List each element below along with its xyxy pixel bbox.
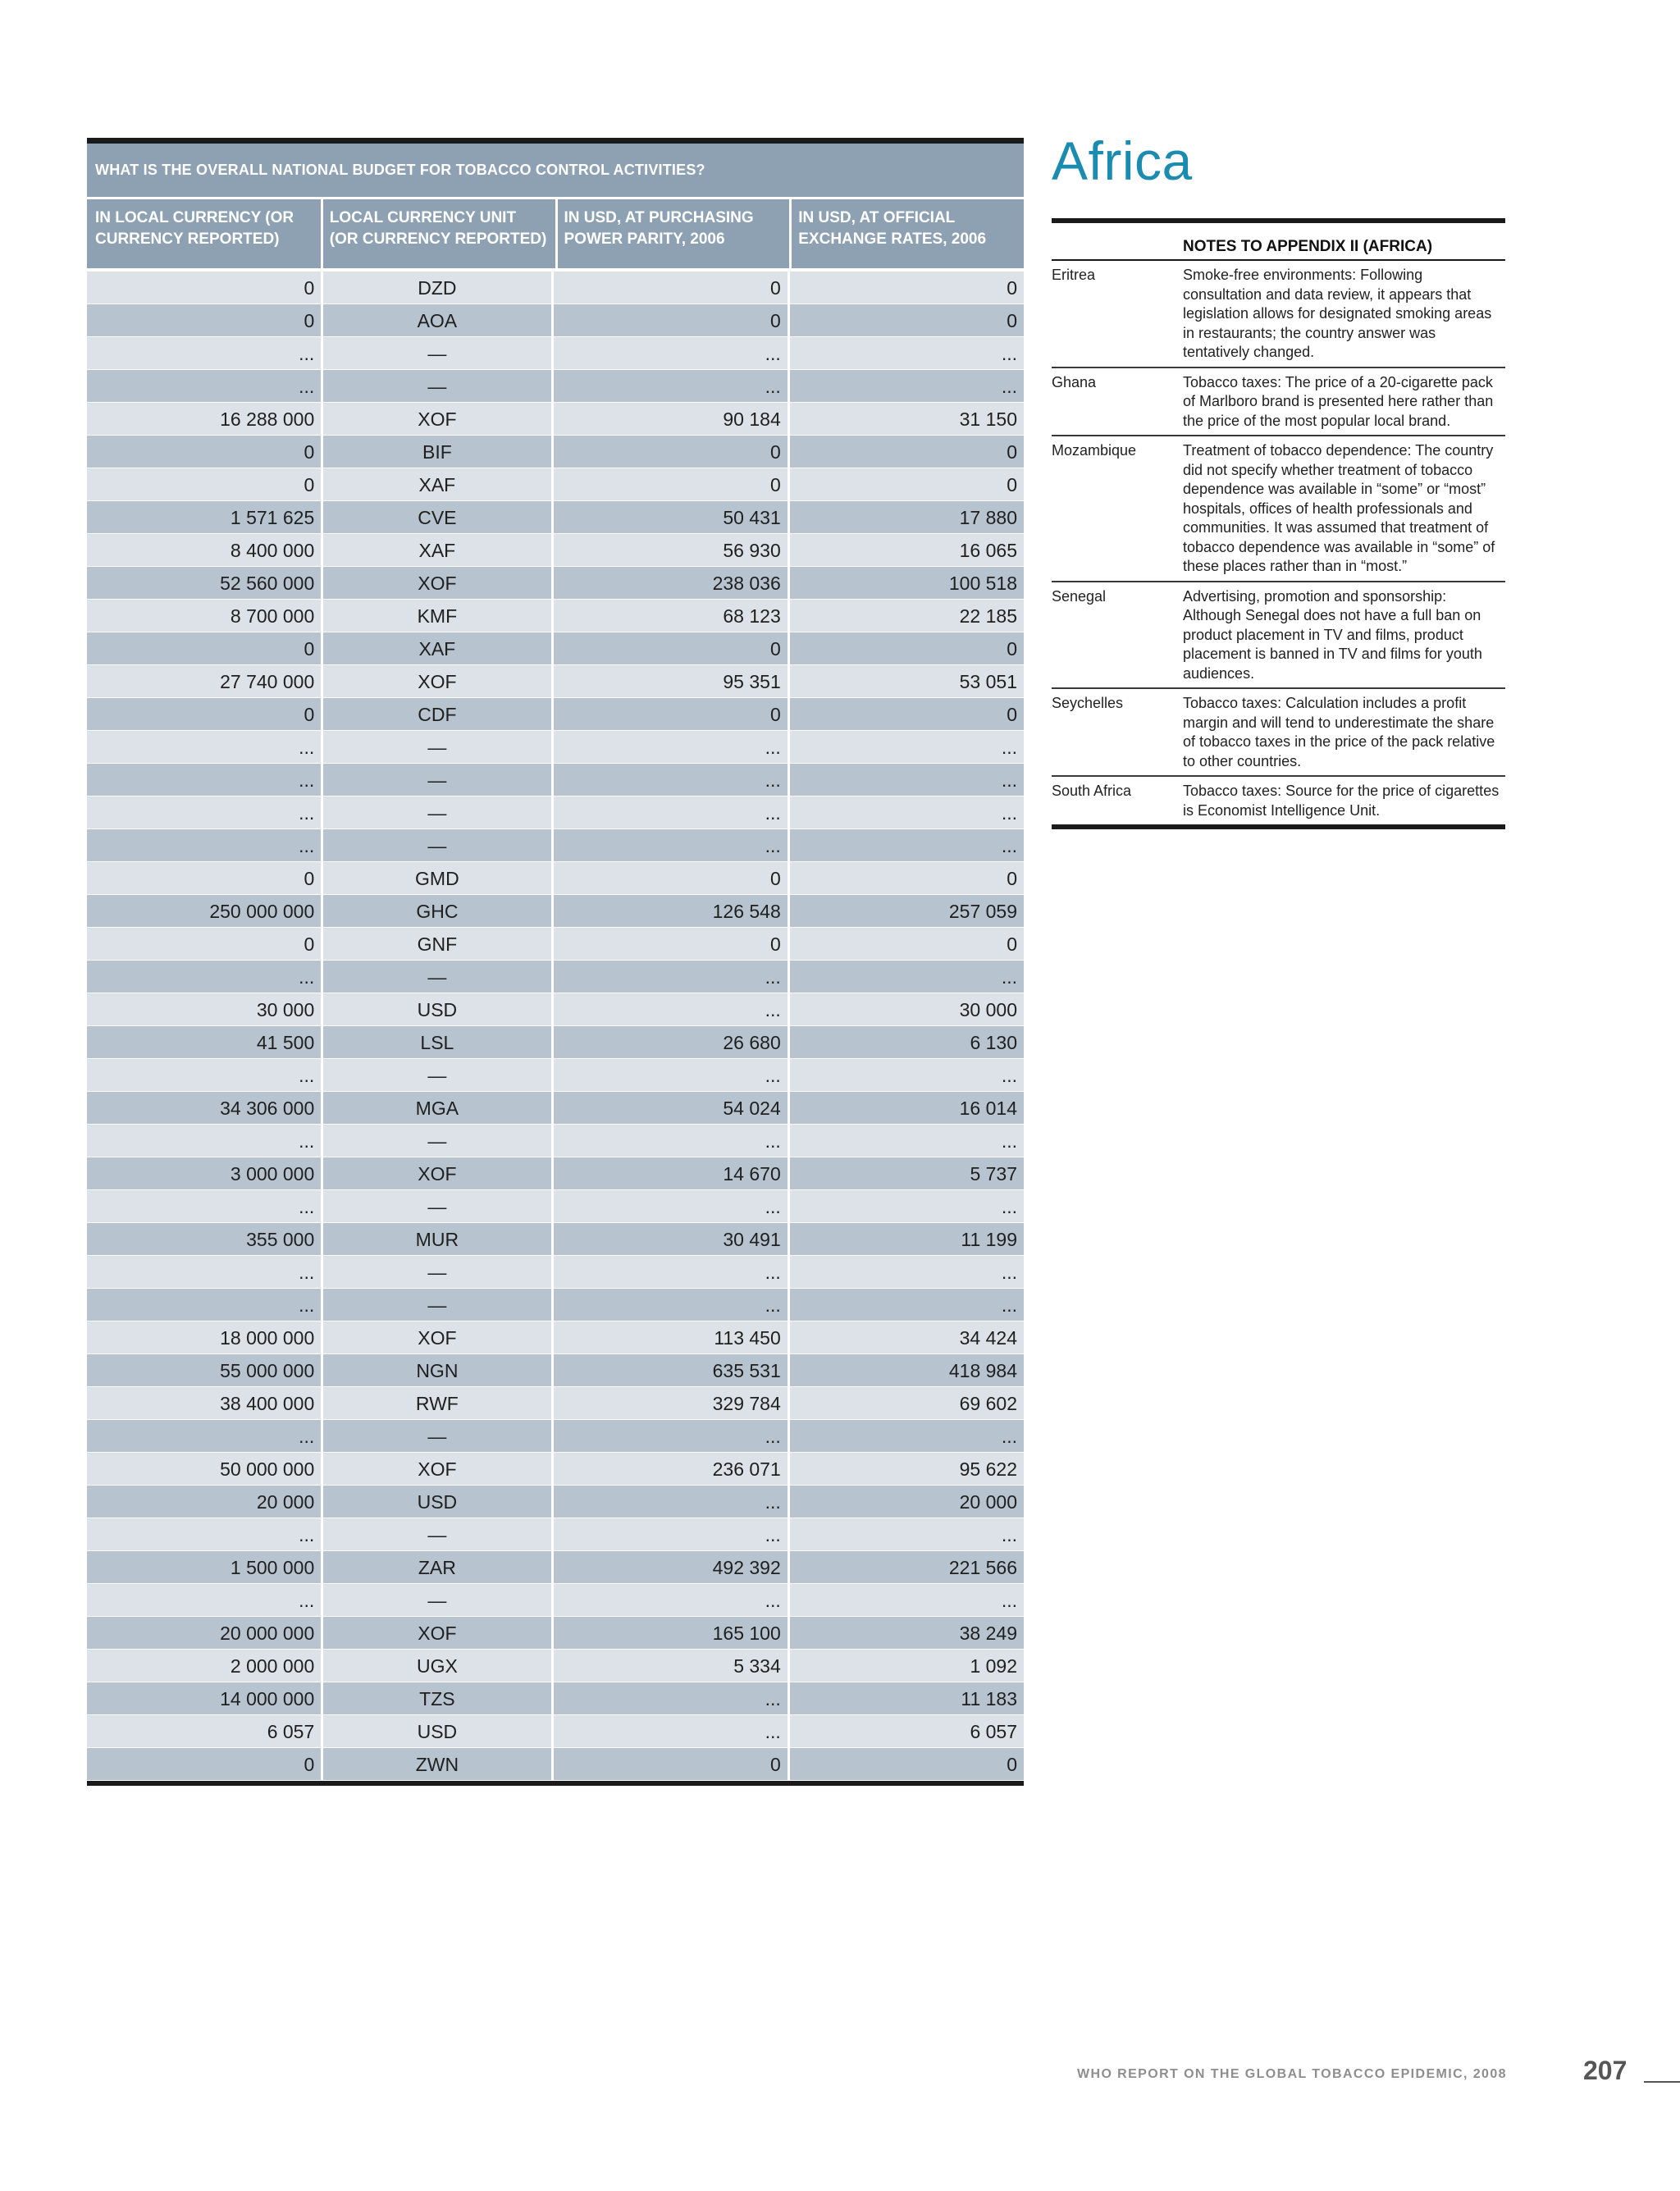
table-row — [87, 993, 1024, 1026]
cell-usd-ppp: 50 431 — [551, 501, 788, 533]
cell-local-currency: 55 000 000 — [220, 1360, 315, 1381]
cell-usd-official: 11 199 — [788, 1223, 1024, 1255]
notes-panel — [1052, 218, 1505, 829]
cell-usd-official: 30 000 — [788, 993, 1024, 1025]
table-row — [87, 370, 1024, 403]
note-country: Ghana — [1052, 373, 1097, 390]
cell-usd-ppp: ... — [551, 1059, 788, 1091]
cell-usd-official: ... — [788, 961, 1024, 993]
cell-usd-official: 20 000 — [788, 1486, 1024, 1518]
cell-usd-ppp: 30 491 — [551, 1223, 788, 1255]
cell-local-currency: ... — [299, 966, 315, 988]
cell-currency-unit: — — [321, 1289, 550, 1321]
cell-usd-official: 0 — [788, 1748, 1024, 1780]
cell-usd-ppp: ... — [551, 797, 788, 828]
cell-local-currency: 18 000 000 — [220, 1327, 315, 1349]
cell-currency-unit: XAF — [321, 468, 550, 500]
cell-usd-official: 38 249 — [788, 1617, 1024, 1649]
cell-currency-unit: — — [321, 1584, 550, 1616]
cell-usd-official: ... — [788, 1190, 1024, 1222]
cell-usd-ppp: ... — [551, 764, 788, 796]
cell-local-currency: 20 000 — [256, 1491, 315, 1513]
cell-local-currency: 20 000 000 — [220, 1623, 315, 1644]
table-row — [87, 1584, 1024, 1617]
cell-local-currency: 6 057 — [267, 1721, 315, 1742]
cell-local-currency: 52 560 000 — [220, 573, 315, 594]
table-row — [87, 928, 1024, 961]
cell-usd-official: 11 183 — [788, 1682, 1024, 1714]
cell-usd-ppp: ... — [551, 993, 788, 1025]
table-row — [87, 1059, 1024, 1092]
table-row — [87, 1551, 1024, 1584]
table-row — [87, 1748, 1024, 1781]
cell-currency-unit: XOF — [321, 1617, 550, 1649]
cell-usd-official: 17 880 — [788, 501, 1024, 533]
cell-currency-unit: — — [321, 337, 550, 369]
cell-local-currency: 2 000 000 — [230, 1655, 315, 1677]
cell-usd-ppp: 68 123 — [551, 600, 788, 632]
cell-currency-unit: — — [321, 764, 550, 796]
note-item — [1052, 582, 1505, 690]
cell-local-currency: 250 000 000 — [209, 901, 315, 922]
table-row — [87, 403, 1024, 436]
table-row — [87, 961, 1024, 993]
notes-list — [1052, 261, 1505, 826]
cell-currency-unit: — — [321, 961, 550, 993]
table-row — [87, 764, 1024, 797]
cell-local-currency: 0 — [304, 474, 315, 495]
cell-usd-ppp: 54 024 — [551, 1092, 788, 1124]
cell-usd-official: ... — [788, 1584, 1024, 1616]
cell-usd-official: ... — [788, 731, 1024, 763]
cell-currency-unit: — — [321, 1256, 550, 1288]
table-row — [87, 436, 1024, 468]
cell-local-currency: 0 — [304, 310, 315, 331]
cell-currency-unit: XOF — [321, 1157, 550, 1189]
note-text: Treatment of tobacco dependence: The country did not specify whether treatment of tobacco dependence was available in “some” or “most” hospitals, offices of health professionals and communities. It was assumed that treatment of tobacco dependence was available in “some” of these places rather than in “most.” — [1183, 442, 1495, 574]
cell-usd-official: ... — [788, 1289, 1024, 1321]
cell-usd-ppp: 56 930 — [551, 534, 788, 566]
table-row — [87, 1715, 1024, 1748]
cell-local-currency: 355 000 — [246, 1229, 315, 1250]
cell-usd-ppp: 329 784 — [551, 1387, 788, 1419]
cell-currency-unit: XAF — [321, 534, 550, 566]
cell-usd-ppp: 90 184 — [551, 403, 788, 435]
cell-usd-official: 0 — [788, 304, 1024, 336]
cell-currency-unit: GNF — [321, 928, 550, 960]
cell-currency-unit: MUR — [321, 1223, 550, 1255]
region-title: Africa — [1052, 130, 1193, 191]
cell-local-currency: ... — [299, 376, 315, 397]
cell-currency-unit: DZD — [321, 272, 550, 304]
note-item — [1052, 436, 1505, 582]
cell-usd-official: 0 — [788, 272, 1024, 304]
cell-usd-ppp: ... — [551, 1584, 788, 1616]
table-row — [87, 829, 1024, 862]
cell-usd-ppp: 635 531 — [551, 1354, 788, 1386]
note-item — [1052, 368, 1505, 437]
cell-currency-unit: XAF — [321, 632, 550, 664]
table-row — [87, 1486, 1024, 1518]
cell-local-currency: ... — [299, 1426, 315, 1447]
table-row — [87, 534, 1024, 567]
cell-local-currency: 0 — [304, 868, 315, 889]
cell-currency-unit: — — [321, 1125, 550, 1157]
cell-usd-ppp: ... — [551, 1256, 788, 1288]
cell-local-currency: 8 400 000 — [230, 540, 315, 561]
cell-local-currency: ... — [299, 1590, 315, 1611]
cell-usd-official: ... — [788, 1256, 1024, 1288]
cell-usd-official: 22 185 — [788, 600, 1024, 632]
note-text: Tobacco taxes: The price of a 20-cigarette pack of Marlboro brand is presented here rather than the price of the most popular local brand. — [1183, 373, 1494, 429]
cell-local-currency: ... — [299, 1196, 315, 1217]
table-row — [87, 304, 1024, 337]
cell-usd-official: 0 — [788, 436, 1024, 468]
cell-local-currency: ... — [299, 835, 315, 856]
cell-currency-unit: GMD — [321, 862, 550, 894]
cell-currency-unit: RWF — [321, 1387, 550, 1419]
table-row — [87, 731, 1024, 764]
footer-rule — [1644, 2081, 1680, 2083]
cell-usd-ppp: 5 334 — [551, 1650, 788, 1682]
cell-currency-unit: XOF — [321, 1321, 550, 1353]
cell-usd-official: ... — [788, 1059, 1024, 1091]
note-country: Seychelles — [1052, 695, 1124, 711]
cell-local-currency: 0 — [304, 638, 315, 660]
cell-usd-ppp: 165 100 — [551, 1617, 788, 1649]
table-row — [87, 272, 1024, 304]
cell-local-currency: ... — [299, 1524, 315, 1545]
notes-heading: NOTES TO APPENDIX II (AFRICA) — [1052, 223, 1505, 261]
table-row — [87, 1617, 1024, 1650]
cell-local-currency: 16 288 000 — [220, 409, 315, 430]
cell-local-currency: 0 — [304, 277, 315, 299]
cell-usd-official: ... — [788, 370, 1024, 402]
cell-currency-unit: — — [321, 1190, 550, 1222]
cell-usd-official: 31 150 — [788, 403, 1024, 435]
cell-local-currency: ... — [299, 1262, 315, 1283]
cell-usd-ppp: 0 — [551, 928, 788, 960]
table-row — [87, 1518, 1024, 1551]
cell-usd-ppp: 0 — [551, 304, 788, 336]
cell-usd-ppp: ... — [551, 1518, 788, 1550]
cell-local-currency: 38 400 000 — [220, 1393, 315, 1414]
cell-local-currency: 0 — [304, 1754, 315, 1775]
cell-usd-official: 1 092 — [788, 1650, 1024, 1682]
cell-usd-ppp: 14 670 — [551, 1157, 788, 1189]
cell-local-currency: 50 000 000 — [220, 1458, 315, 1480]
cell-local-currency: 14 000 000 — [220, 1688, 315, 1709]
note-item — [1052, 689, 1505, 777]
table-row — [87, 1223, 1024, 1256]
cell-local-currency: 1 571 625 — [230, 507, 315, 528]
column-header-currency-unit: LOCAL CURRENCY UNIT (OR CURRENCY REPORTED) — [321, 199, 555, 268]
column-header-usd-official: IN USD, AT OFFICIAL EXCHANGE RATES, 2006 — [789, 199, 1024, 268]
cell-local-currency: 41 500 — [256, 1032, 315, 1053]
cell-usd-official: 257 059 — [788, 895, 1024, 927]
cell-usd-official: 16 065 — [788, 534, 1024, 566]
cell-usd-ppp: 492 392 — [551, 1551, 788, 1583]
note-country: South Africa — [1052, 783, 1132, 799]
cell-local-currency: 27 740 000 — [220, 671, 315, 692]
cell-usd-ppp: ... — [551, 370, 788, 402]
cell-usd-ppp: 0 — [551, 272, 788, 304]
cell-usd-ppp: 236 071 — [551, 1453, 788, 1485]
cell-usd-official: 0 — [788, 698, 1024, 730]
table-row — [87, 468, 1024, 501]
table-row — [87, 1650, 1024, 1682]
cell-usd-official: ... — [788, 829, 1024, 861]
cell-usd-ppp: 26 680 — [551, 1026, 788, 1058]
table-row — [87, 1026, 1024, 1059]
cell-currency-unit: LSL — [321, 1026, 550, 1058]
cell-currency-unit: XOF — [321, 403, 550, 435]
cell-currency-unit: — — [321, 731, 550, 763]
cell-usd-official: 95 622 — [788, 1453, 1024, 1485]
cell-currency-unit: KMF — [321, 600, 550, 632]
cell-usd-ppp: 0 — [551, 436, 788, 468]
table-row — [87, 600, 1024, 632]
cell-currency-unit: AOA — [321, 304, 550, 336]
cell-usd-official: 0 — [788, 928, 1024, 960]
cell-currency-unit: USD — [321, 993, 550, 1025]
cell-currency-unit: MGA — [321, 1092, 550, 1124]
cell-usd-ppp: ... — [551, 731, 788, 763]
cell-usd-ppp: 0 — [551, 468, 788, 500]
table-row — [87, 665, 1024, 698]
cell-currency-unit: — — [321, 1518, 550, 1550]
cell-usd-ppp: ... — [551, 961, 788, 993]
table-row — [87, 1682, 1024, 1715]
cell-usd-ppp: ... — [551, 1190, 788, 1222]
column-header-usd-ppp: IN USD, AT PURCHASING POWER PARITY, 2006 — [555, 199, 790, 268]
table-row — [87, 1321, 1024, 1354]
cell-currency-unit: XOF — [321, 1453, 550, 1485]
note-text: Tobacco taxes: Calculation includes a profit margin and will tend to underestimate the share of tobacco taxes in the price of the pack relative to other countries. — [1183, 695, 1495, 769]
cell-currency-unit: ZWN — [321, 1748, 550, 1780]
cell-currency-unit: CVE — [321, 501, 550, 533]
note-item — [1052, 777, 1505, 826]
table-row — [87, 1453, 1024, 1486]
table-row — [87, 1420, 1024, 1453]
cell-local-currency: ... — [299, 737, 315, 758]
cell-local-currency: ... — [299, 769, 315, 791]
cell-local-currency: 0 — [304, 441, 315, 463]
cell-local-currency: ... — [299, 802, 315, 824]
cell-usd-official: 34 424 — [788, 1321, 1024, 1353]
cell-local-currency: 30 000 — [256, 999, 315, 1020]
table-row — [87, 1157, 1024, 1190]
cell-usd-ppp: ... — [551, 1420, 788, 1452]
cell-usd-ppp: 238 036 — [551, 567, 788, 599]
table-body — [87, 272, 1024, 1781]
table-row — [87, 797, 1024, 829]
cell-currency-unit: — — [321, 797, 550, 828]
cell-usd-official: 53 051 — [788, 665, 1024, 697]
table-bottom-rule — [87, 1781, 1024, 1786]
table-row — [87, 698, 1024, 731]
cell-local-currency: 8 700 000 — [230, 605, 315, 627]
cell-usd-official: ... — [788, 1420, 1024, 1452]
cell-usd-ppp: 113 450 — [551, 1321, 788, 1353]
cell-currency-unit: USD — [321, 1486, 550, 1518]
cell-usd-official: ... — [788, 1518, 1024, 1550]
cell-usd-ppp: 0 — [551, 632, 788, 664]
cell-usd-official: 0 — [788, 468, 1024, 500]
cell-usd-ppp: ... — [551, 1486, 788, 1518]
table-row — [87, 337, 1024, 370]
cell-currency-unit: USD — [321, 1715, 550, 1747]
table-row — [87, 501, 1024, 534]
cell-local-currency: 34 306 000 — [220, 1098, 315, 1119]
cell-local-currency: ... — [299, 1130, 315, 1152]
cell-usd-official: 6 130 — [788, 1026, 1024, 1058]
cell-currency-unit: UGX — [321, 1650, 550, 1682]
budget-table — [87, 138, 1024, 1786]
cell-local-currency: ... — [299, 1294, 315, 1316]
cell-usd-official: 221 566 — [788, 1551, 1024, 1583]
cell-currency-unit: XOF — [321, 567, 550, 599]
note-text: Advertising, promotion and sponsorship: Although Senegal does not have a full ban on product placement in TV and films, product placement is banned in TV and films for youth audiences. — [1183, 587, 1482, 682]
table-row — [87, 632, 1024, 665]
note-country: Mozambique — [1052, 442, 1137, 459]
cell-local-currency: ... — [299, 343, 315, 364]
cell-usd-ppp: 0 — [551, 1748, 788, 1780]
cell-usd-ppp: ... — [551, 337, 788, 369]
cell-currency-unit: — — [321, 829, 550, 861]
cell-currency-unit: ZAR — [321, 1551, 550, 1583]
table-header — [87, 199, 1024, 268]
cell-usd-official: 0 — [788, 862, 1024, 894]
column-header-local-currency: IN LOCAL CURRENCY (OR CURRENCY REPORTED) — [95, 209, 294, 248]
cell-currency-unit: — — [321, 370, 550, 402]
cell-local-currency: 0 — [304, 933, 315, 955]
cell-usd-ppp: 126 548 — [551, 895, 788, 927]
cell-usd-ppp: ... — [551, 1715, 788, 1747]
cell-usd-official: ... — [788, 764, 1024, 796]
cell-currency-unit: GHC — [321, 895, 550, 927]
note-country: Eritrea — [1052, 267, 1096, 283]
page-number: 207 — [1583, 2056, 1628, 2085]
cell-usd-official: ... — [788, 1125, 1024, 1157]
cell-local-currency: 1 500 000 — [230, 1557, 315, 1578]
footer-report-title: WHO REPORT ON THE GLOBAL TOBACCO EPIDEMIC, 2008 — [1077, 2067, 1507, 2081]
cell-usd-ppp: ... — [551, 1289, 788, 1321]
table-row — [87, 1190, 1024, 1223]
table-top-rule — [87, 138, 1024, 144]
cell-usd-ppp: 0 — [551, 862, 788, 894]
cell-currency-unit: TZS — [321, 1682, 550, 1714]
cell-usd-official: 100 518 — [788, 567, 1024, 599]
table-row — [87, 1092, 1024, 1125]
note-country: Senegal — [1052, 587, 1107, 605]
cell-usd-official: 418 984 — [788, 1354, 1024, 1386]
table-row — [87, 1354, 1024, 1387]
cell-usd-ppp: 0 — [551, 698, 788, 730]
cell-usd-official: ... — [788, 797, 1024, 828]
note-item — [1052, 261, 1505, 368]
cell-usd-official: 5 737 — [788, 1157, 1024, 1189]
table-row — [87, 895, 1024, 928]
table-title: WHAT IS THE OVERALL NATIONAL BUDGET FOR TOBACCO CONTROL ACTIVITIES? — [87, 144, 1024, 197]
cell-usd-official: 16 014 — [788, 1092, 1024, 1124]
cell-local-currency: 0 — [304, 704, 315, 725]
cell-usd-ppp: ... — [551, 1125, 788, 1157]
cell-currency-unit: — — [321, 1059, 550, 1091]
cell-local-currency: 3 000 000 — [230, 1163, 315, 1185]
cell-usd-official: 6 057 — [788, 1715, 1024, 1747]
table-row — [87, 862, 1024, 895]
table-row — [87, 1289, 1024, 1321]
cell-usd-ppp: ... — [551, 829, 788, 861]
cell-currency-unit: NGN — [321, 1354, 550, 1386]
cell-currency-unit: XOF — [321, 665, 550, 697]
cell-usd-ppp: ... — [551, 1682, 788, 1714]
cell-currency-unit: BIF — [321, 436, 550, 468]
cell-local-currency: ... — [299, 1065, 315, 1086]
table-row — [87, 567, 1024, 600]
cell-usd-ppp: 95 351 — [551, 665, 788, 697]
table-row — [87, 1387, 1024, 1420]
cell-currency-unit: CDF — [321, 698, 550, 730]
notes-bottom-rule — [1052, 824, 1505, 829]
cell-usd-official: 0 — [788, 632, 1024, 664]
table-row — [87, 1256, 1024, 1289]
note-text: Smoke-free environments: Following consultation and data review, it appears that legislation allows for designated smoking areas in restaurants; the country answer was tentatively changed. — [1183, 267, 1492, 360]
table-row — [87, 1125, 1024, 1157]
cell-usd-official: ... — [788, 337, 1024, 369]
cell-usd-official: 69 602 — [788, 1387, 1024, 1419]
cell-currency-unit: — — [321, 1420, 550, 1452]
note-text: Tobacco taxes: Source for the price of cigarettes is Economist Intelligence Unit. — [1183, 783, 1500, 819]
